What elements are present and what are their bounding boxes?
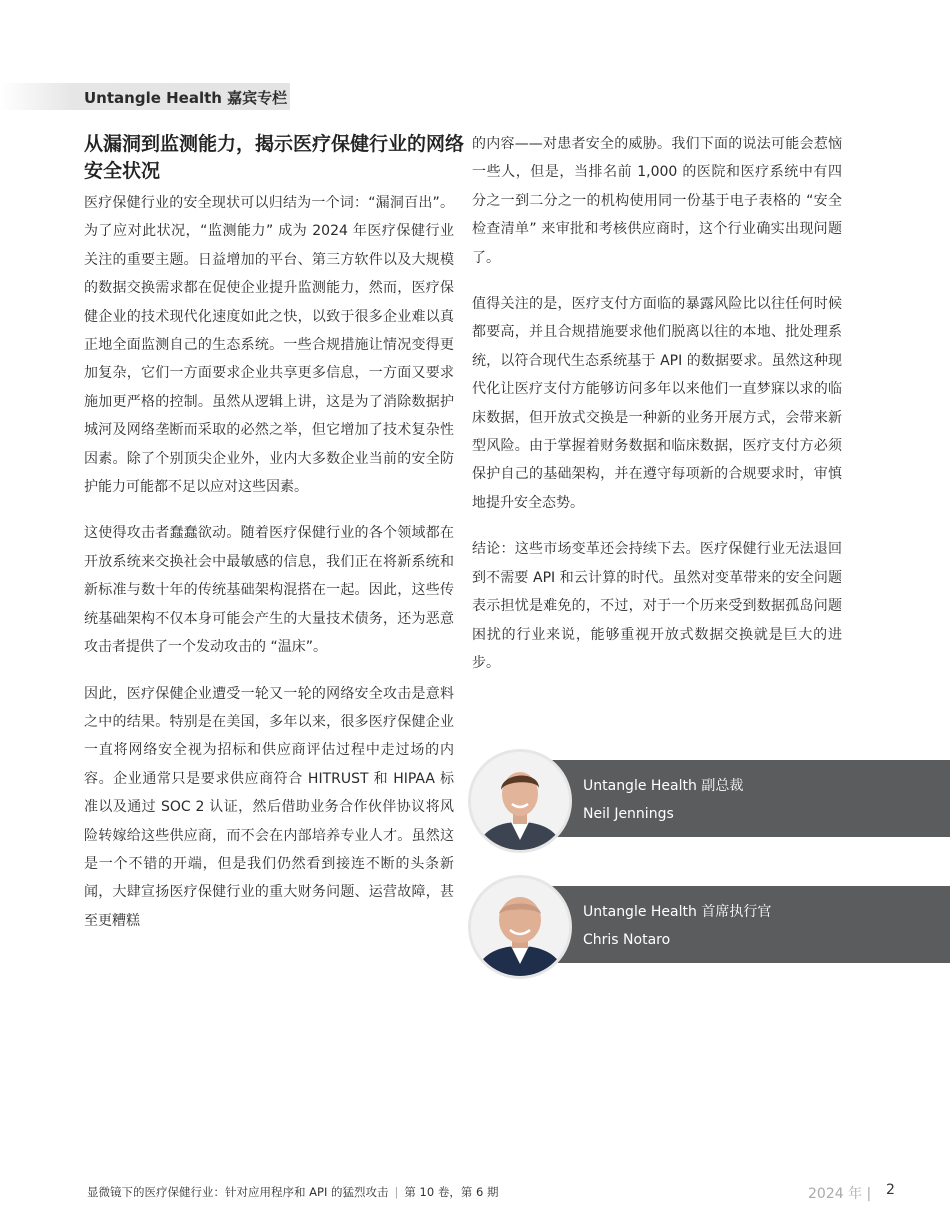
author-role: Untangle Health 首席执行官 — [583, 904, 772, 920]
issue-label: 第 10 卷，第 6 期 — [404, 1185, 499, 1199]
page-number: 2 — [886, 1182, 895, 1198]
author-name: Chris Notaro — [583, 932, 671, 948]
paragraph: 值得关注的是，医疗支付方面临的暴露风险比以往任何时候都要高，并且合规措施要求他们脱离以往的本地、批处理系统，以符合现代生态系统基于 API 的数据要求。虽然这种现代化让医疗支付方能够访问多年以来他们一直梦寐以求的临床数据，但开放式交换是一种新的业务开展方式，会带来新型风险。由于掌握着财务数据和临床数据，医疗支付方必须保护自己的基础架构，并在遵守每项新的合规要求时，审慎地提升安全态势。 — [472, 296, 842, 511]
paragraph: 因此，医疗保健企业遭受一轮又一轮的网络安全攻击是意料之中的结果。特别是在美国，多年以来，很多医疗保健企业一直将网络安全视为招标和供应商评估过程中走过场的内容。企业通常只是要求供应商符合 HITRUST 和 HIPAA 标准以及通过 SOC 2 认证，然后借助业务合作伙伴协议将风险转嫁给这些供应商，而不会在内部培养专业人才。虽然这是一个不错的开端，但是我们仍然看到接连不断的头条新闻，大肆宣扬医疗保健行业的重大财务问题、运营故障，甚至更糟糕 — [84, 685, 454, 929]
footer-separator: | — [394, 1185, 399, 1199]
column-tag — [0, 83, 290, 110]
portrait-neil-jennings-icon — [471, 752, 569, 850]
paragraph: 这使得攻击者蠢蠢欲动。随着医疗保健行业的各个领域都在开放系统来交换社会中最敏感的信息，我们正在将新系统和新标准与数十年的传统基础架构混搭在一起。因此，这些传统基础架构不仅本身可能会产生的大量技术债务，还为恶意攻击者提供了一个发动攻击的 “温床”。 — [84, 525, 454, 656]
portrait-chris-notaro-icon — [471, 878, 569, 976]
footer-publication — [87, 1184, 498, 1200]
author-name: Neil Jennings — [583, 806, 674, 822]
avatar — [468, 749, 572, 853]
right-column — [472, 130, 842, 695]
paragraph: 结论：这些市场变革还会持续下去。医疗保健行业无法退回到不需要 API 和云计算的时代。虽然对变革带来的安全问题表示担忧是难免的，不过，对于一个历来受到数据孤岛问题困扰的行业来说，能够重视开放式数据交换就是巨大的进步。 — [472, 541, 842, 671]
paragraph: 医疗保健行业的安全现状可以归结为一个词：“漏洞百出”。为了应对此状况，“监测能力” 成为 2024 年医疗保健行业关注的重要主题。日益增加的平台、第三方软件以及大规模的数据交换需求都在促使企业提升监测能力，然而，医疗保健企业的技术现代化速度如此之快，以致于很多企业难以真正地全面监测自己的生态系统。一些合规措施让情况变得更加复杂，它们一方面要求企业共享更多信息，一方面又要求施加更严格的控制。虽然从逻辑上讲，这是为了消除数据护城河及网络垄断而采取的必然之举，但它增加了技术复杂性因素。除了个别顶尖企业外，业内大多数企业当前的安全防护能力可能都不足以应对这些因素。 — [84, 195, 454, 496]
column-tag-label: Untangle Health 嘉宾专栏 — [84, 89, 288, 107]
footer-year: 2024 年 | — [808, 1186, 872, 1202]
article-title: 从漏洞到监测能力，揭示医疗保健行业的网络安全状况 — [84, 133, 465, 182]
paragraph: 的内容——对患者安全的威胁。我们下面的说法可能会惹恼一些人，但是，当排名前 1,000 的医院和医疗系统中有四分之一到二分之一的机构使用同一份基于电子表格的 “安全检查清单” 来审批和考核供应商时，这个行业确实出现问题了。 — [472, 136, 842, 266]
author-role: Untangle Health 副总裁 — [583, 778, 744, 794]
left-column — [84, 189, 454, 953]
avatar — [468, 875, 572, 979]
publication-title: 显微镜下的医疗保健行业：针对应用程序和 API 的猛烈攻击 — [87, 1185, 389, 1199]
